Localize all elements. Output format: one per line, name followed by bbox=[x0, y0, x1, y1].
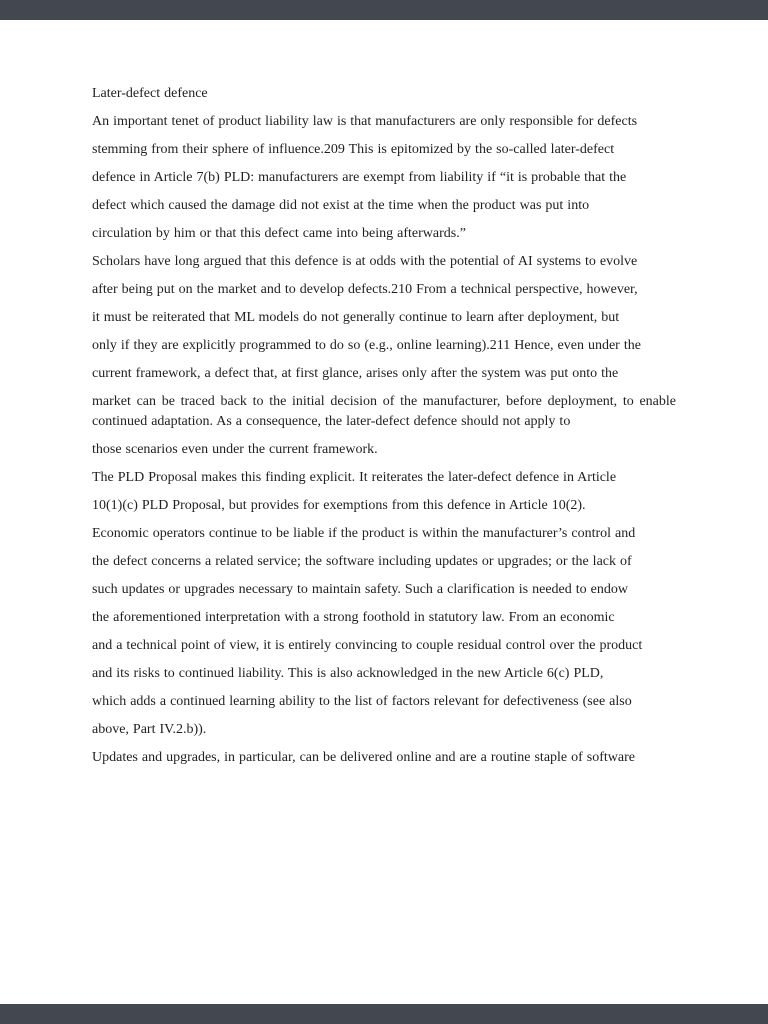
text-line: defence in Article 7(b) PLD: manufacturers are exempt from liability if “it is probable that the bbox=[92, 170, 627, 185]
text-line: and a technical point of view, it is entirely convincing to couple residual control over the product bbox=[92, 638, 643, 653]
text-line: An important tenet of product liability law is that manufacturers are only responsible for defects bbox=[92, 114, 638, 129]
text-line: those scenarios even under the current framework. bbox=[92, 442, 378, 457]
text-line: it must be reiterated that ML models do not generally continue to learn after deployment, but bbox=[92, 310, 620, 325]
text-line: the defect concerns a related service; the software including updates or upgrades; or the lack of bbox=[92, 554, 632, 569]
section-heading: Later-defect defence bbox=[92, 86, 208, 101]
viewer-background-top bbox=[0, 0, 768, 20]
text-line: only if they are explicitly programmed to do so (e.g., online learning).211 Hence, even under the bbox=[92, 338, 641, 353]
text-line: Scholars have long argued that this defence is at odds with the potential of AI systems to evolve bbox=[92, 254, 638, 269]
text-line: and its risks to continued liability. This is also acknowledged in the new Article 6(c) PLD, bbox=[92, 666, 604, 681]
text-line: after being put on the market and to develop defects.210 From a technical perspective, however, bbox=[92, 282, 638, 297]
text-line: stemming from their sphere of influence.209 This is epitomized by the so-called later-defect bbox=[92, 142, 615, 157]
text-line: market can be traced back to the initial decision of the manufacturer, before deployment, to enable continued adaptation. As a consequence, the later-defect defence should not apply to bbox=[92, 394, 676, 429]
text-line: Updates and upgrades, in particular, can be delivered online and are a routine staple of software bbox=[92, 750, 635, 765]
text-line: circulation by him or that this defect came into being afterwards.” bbox=[92, 226, 466, 241]
document-page bbox=[0, 20, 768, 1004]
text-line: such updates or upgrades necessary to maintain safety. Such a clarification is needed to endow bbox=[92, 582, 628, 597]
viewer-background-bottom bbox=[0, 1004, 768, 1024]
text-line: defect which caused the damage did not exist at the time when the product was put into bbox=[92, 198, 590, 213]
text-line: above, Part IV.2.b)). bbox=[92, 722, 207, 737]
text-line: current framework, a defect that, at first glance, arises only after the system was put onto the bbox=[92, 366, 619, 381]
text-line: 10(1)(c) PLD Proposal, but provides for exemptions from this defence in Article 10(2). bbox=[92, 498, 586, 513]
text-line: The PLD Proposal makes this finding explicit. It reiterates the later-defect defence in Article bbox=[92, 470, 617, 485]
text-line: Economic operators continue to be liable if the product is within the manufacturer’s control and bbox=[92, 526, 636, 541]
text-line: which adds a continued learning ability to the list of factors relevant for defectiveness (see also bbox=[92, 694, 632, 709]
text-line: the aforementioned interpretation with a strong foothold in statutory law. From an economic bbox=[92, 610, 615, 625]
page-content bbox=[92, 112, 676, 768]
